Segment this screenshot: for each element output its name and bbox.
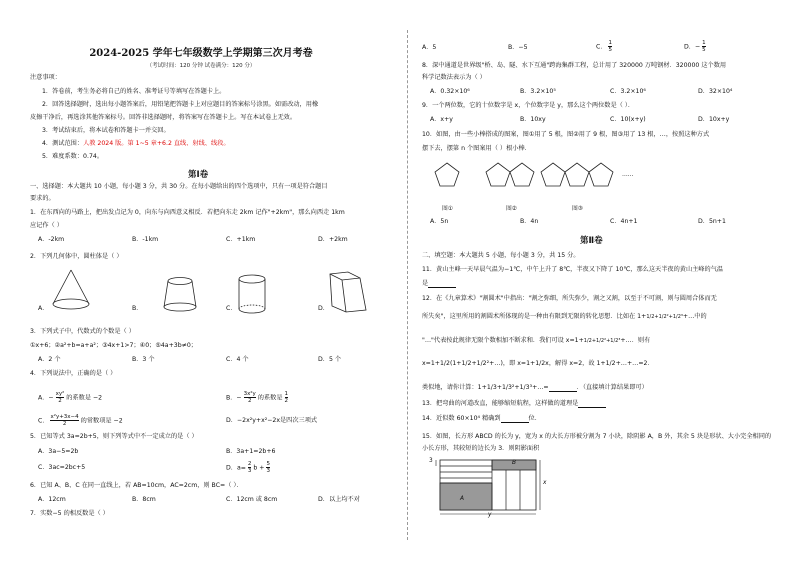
q12-d-d1: 2 [467,360,472,367]
note-3: 3．考试结束后，将本试卷和答题卡一并交回。 [42,127,170,134]
q12-e-d3: 3³ [525,384,533,391]
prism-figure [326,270,370,316]
q4-c-num: x²y+3x−4 [50,414,79,420]
q9-option-a: A．x+y [430,116,453,123]
q12-c-d3: 2³ [615,338,621,344]
q4-a-den: 2 [58,398,62,404]
q12-d-n4: 1 [605,360,610,367]
q4-option-b [226,391,288,404]
q4-b-value-num: 1 [284,391,288,397]
q12-b-series: 1/2+1/2²+1/2³ [646,314,683,320]
q12-c-n1: 1 [583,338,587,344]
q4-b-den: 2 [247,398,252,404]
q4-b-value-fraction [285,391,289,404]
q15-prefix: 小长方形，其较短的边长为 3．则阴影面积 [422,445,540,452]
cone-figure [48,268,98,316]
q5-d-fraction-2 [266,461,270,474]
q5-d-den-2: 3 [266,468,270,474]
q4-b-prefix: B．− [226,394,242,402]
q12-c-n3: 1 [610,338,614,344]
frustum-figure [160,275,200,315]
q12-b-n1: 1 [646,314,650,320]
note-1: 1．答卷前，考生务必将自己的姓名、准考证号等填写在答题卡上。 [42,88,226,95]
q12-c-d2: 2² [600,338,607,344]
q10-caption-1: 图① [442,206,453,212]
q1-option-b: B．-1km [132,236,159,243]
q3-text: 3．下列式子中，代数式的个数是（ ） [30,328,135,335]
note-5: 5．难度系数：0.74。 [42,153,104,160]
notes-heading: 注意事项： [30,74,61,81]
q5-option-b: B．3a+1=2b+6 [226,448,276,455]
q5-text: 5．已知等式 3a=2b+5，则下列等式中不一定成立的是（ ） [30,433,198,440]
q7-option-a: A．5 [422,44,437,51]
q12-e-n3: 1 [519,384,524,391]
q1-text-b: 应记作（ ） [30,222,63,229]
right-column [412,0,794,562]
q12-b-d3: 2³ [677,314,683,320]
q6-option-a: A．12cm [38,496,66,503]
q7-d-num: 1 [702,40,706,46]
q8-text-a: 8．深中通道是世界级"桥、岛、隧、水下互通"跨海集群工程，总计用了 320000 万吨钢材．320000 这个数用 [422,62,727,69]
q12-d-d4: 2 [611,360,616,367]
q12-d-d3: 2 [541,360,546,367]
q3-items: ①x+6；②a²+b=a+a²；③4x+1>7；④0；⑤4a+3b≠0； [30,342,197,349]
q12-e-d1: 3 [492,384,497,391]
q7-c-prefix: C． [596,43,607,51]
q4-c-fraction [50,414,78,427]
q5-d-num-2: 5 [266,461,270,467]
q8-option-c: C．3.2×10⁶ [610,88,646,95]
q10-text-a: 10．如图，由一些小棒搭成的图案，图①用了 5 根，图②用了 9 根，图③用了 13 根，…，按照这种方式 [422,131,710,138]
q12-text-e: 类似地，请你计算：1+1/3+1/3²+1/3³+…= ．（直接填计算结果即可） [422,384,648,391]
q9-option-b: B．10xy [520,116,546,123]
q9-option-d: D．10x+y [698,116,730,123]
q4-d-suffix: 是四次三项式 [280,417,318,424]
q12-c-text: "…"代表按此规律无限个数相加不断求和．我们可设 x=1+ [422,337,584,344]
q4-option-a [38,391,102,404]
q7-d-prefix: D．− [684,43,701,51]
q10-option-d: D．5n+1 [698,218,726,225]
pentagon-pattern-figure [432,160,682,200]
q12-b-n3: 1 [672,314,677,320]
q2-option-b: B． [132,305,143,312]
q4-a-prefix: A．− [38,394,54,402]
q6-text: 6．已知 A、B、C 在同一直线上，若 AB=10cm，AC=2cm，则 BC=（ ）． [30,482,243,489]
q8-text-b: 科学记数法表示为（ ） [422,74,486,81]
q12-e-n2: 1 [501,384,506,391]
q2-option-a: A． [38,305,49,312]
q14-prefix: 14．近似数 60×10⁴ 精确到 [422,415,501,422]
q12-c-tail: +…．则有 [620,337,651,344]
q7-c-num: 1 [608,40,612,46]
q5-d-prefix: D．a= [226,464,246,472]
q4-option-c [38,414,123,427]
q10-caption-2: 图② [506,206,517,212]
q7-option-b: B．−5 [508,44,528,51]
q8-option-b: B．3.2×10⁵ [520,88,556,95]
q7-d-fraction [702,40,706,53]
q13-text [422,400,606,408]
part1-intro-a: 一、选择题：本大题共 10 小题，每小题 3 分，共 30 分。在每小题给出的四个选项中，只有一项是符合题目 [30,183,328,190]
q3-option-a: A．2 个 [38,356,61,363]
q10-dots: …… [622,172,634,178]
q14-blank [501,416,529,423]
part2-heading: 第Ⅱ卷 [580,236,603,246]
q6-option-d: D．以上均不对 [318,496,360,503]
q3-option-c: C．4 个 [226,356,249,363]
q10-option-b: B．4n [520,218,539,225]
q9-option-c: C．10(x+y) [610,116,646,123]
q5-option-a: A．3a−5=2b [38,448,79,455]
q12-b-d1: 2 [651,314,655,320]
q5-d-num-1: 2 [247,461,252,467]
q11-blank [428,281,456,288]
q15-label-3: 3 [429,458,433,464]
q4-option-d [226,417,317,425]
note-2a: 2．回答选择题时，选出每小题答案后，用铅笔把答题卡上对应题目的答案标号涂黑。如需改动，用橡 [42,101,319,108]
q12-d-n2: 1 [476,360,481,367]
q2-option-d: D． [318,305,329,312]
rectangle-partition-figure [434,456,547,516]
q10-option-a: A．5n [430,218,449,225]
q4-b-suffix: 的系数是 [257,394,283,402]
q9-text: 9．一个两位数，它的十位数字是 x，个位数字是 y，那么这个两位数是（ ）． [422,102,635,109]
note-2b: 皮擦干净后，再选涂其他答案标号。回答非选择题时，将答案写在答题卡上。写在本试卷上无效。 [30,114,297,121]
q15-text-a: 15．如图，长方形 ABCD 的长为 y，宽为 x 的大长方形被分割为 7 小块，除阴影 A，B 外，其余 5 块是形状、大小完全相同的 [422,433,772,440]
q5-option-d [226,461,270,474]
q12-e-n1: 1 [486,384,491,391]
q4-a-suffix: 的系数是 −2 [66,394,103,402]
exam-subtitle: （考试时间：120 分钟 试卷满分：120 分） [146,63,256,69]
q7-c-den: 5 [608,47,612,53]
q6-option-c: C．12cm 或 8cm [226,496,278,503]
page-title: 2024-2025 学年七年级数学上学期第三次月考卷 [89,48,313,59]
column-divider [407,30,408,540]
q12-b-tail: +…中的 [682,313,707,320]
q4-b-value-den: 2 [284,398,288,404]
cylinder-figure [236,273,276,317]
q13-prefix: 13．把弯曲的河道改直，能够缩短航程，这样做的道理是 [422,400,579,407]
q11-text-a: 11．黄山主峰一天早晨气温为−1℃，中午上升了 8℃，半夜又下降了 10℃，那么这天半夜的黄山主峰的气温 [422,266,724,273]
q12-d-end: +…=2． [626,360,654,367]
q4-d-prefix: D． [226,417,237,424]
part1-heading: 第Ⅰ卷 [188,170,209,180]
q12-text-c [422,337,650,345]
q10-caption-3: 图③ [572,206,583,212]
q11-prefix: 是 [422,280,429,287]
q15-label-y: y [488,512,492,518]
q4-a-num: xy² [55,391,65,397]
q12-c-d1: 2 [588,338,592,344]
q10-text-b: 摆下去，摆第 n 个图案用（ ）根小棒． [422,145,531,152]
q2-option-c: C． [226,305,237,312]
q12-e-text: 类似地，请你计算：1+ [422,384,487,391]
q4-d-expr: −2x²y+x²−2x [236,417,280,424]
q15-label-b: B [512,460,516,466]
q12-d-n1: 1 [461,360,466,367]
q5-d-fraction-1 [248,461,252,474]
q1-text-a: 1．在东西向的马路上，把出发点记为 0，向东与向西意义相反．若把向东走 2km 记作"+2km"，那么向西走 1km [30,209,345,216]
q12-blank [549,385,577,392]
q3-option-b: B．3 个 [132,356,155,363]
q3-option-d: D．5 个 [318,356,342,363]
q12-d-mid: ，即 x=1+ [502,360,536,367]
q1-option-d: D．+2km [318,236,348,243]
q4-c-suffix: 的常数项是 −2 [80,417,123,425]
q4-b-num: 3x²y [243,391,256,397]
q15-label-x: x [543,480,547,486]
q12-text-d: x=1+1/2(1+1/2+1/2²+…)，即 x=1+1/2x，解得 x=2，故 1+1/2+…+…=2． [422,360,654,367]
q12-d-d2: 2² [482,360,490,367]
q12-d-tail: x，解得 x=2，故 1+ [545,360,606,367]
q14-text [422,415,541,423]
q1-option-a: A．-2km [38,236,65,243]
q12-b-n2: 1 [658,314,662,320]
q12-d-lead: x=1+ [422,360,440,367]
q12-c-n2: 1 [596,338,600,344]
q14-tail: 位． [528,415,541,422]
q12-d-n3: 1 [535,360,540,367]
part1-intro-b: 要求的。 [30,195,55,202]
note-4 [42,140,230,148]
q4-c-prefix: C． [38,417,49,425]
q5-option-c: C．3ac=2bc+5 [38,464,86,471]
q12-text-b [422,313,707,321]
q7-text: 7．实数−5 的相反数是（ ） [30,510,109,517]
q12-e-d2: 3² [508,384,515,391]
q12-b-d2: 2² [663,314,669,320]
q6-option-b: B．8cm [132,496,156,503]
note-4-range: 人教 2024 版。第 1~5 章+6.2 直线、射线、线段。 [83,140,230,147]
q12-e-tail: +…= [532,384,549,391]
q12-e-end: ．（直接填计算结果即可） [576,384,648,391]
part2-intro: 二、填空题：本大题共 5 小题，每小题 3 分，共 15 分。 [422,252,580,259]
q12-b-text: 所失矣"，这里所用的割圆术所体现的是一种由有限到无限的转化思想．比如在 1+ [422,313,647,320]
q12-text-a: 12．在《九章算术》"割圆术"中指出："割之弥细，所失弥少，割之又割，以至于不可割，则与圆周合体而无 [422,295,717,302]
q13-blank [578,401,606,408]
q15-label-a: A [460,496,464,502]
q8-option-d: D．32×10⁴ [698,88,733,95]
q12-d-d0: 2 [446,360,450,367]
q4-text: 4．下列说法中，正确的是（ ） [30,370,117,377]
q5-d-den-1: 3 [247,468,252,474]
q15-text-b [422,445,539,453]
q7-option-d [684,40,706,53]
q7-c-fraction [608,40,612,53]
q2-text: 2．下列几何体中，圆柱体是（ ） [30,253,123,260]
q4-a-fraction [56,391,65,404]
q12-d-n0: 1 [439,360,444,367]
q12-c-series: 1/2+1/2²+1/2³ [583,338,621,344]
q7-option-c [596,40,612,53]
q8-option-a: A．0.32×10⁶ [430,88,470,95]
q11-text-b [422,280,456,288]
q4-c-den: 2 [62,421,67,427]
note-4-label: 4．测试范围： [42,140,84,147]
q1-option-c: C．+1km [226,236,256,243]
q5-d-mid: b + [253,464,265,472]
q4-b-fraction [244,391,256,404]
q7-d-den: 5 [702,47,706,53]
q10-option-c: C．4n+1 [610,218,638,225]
